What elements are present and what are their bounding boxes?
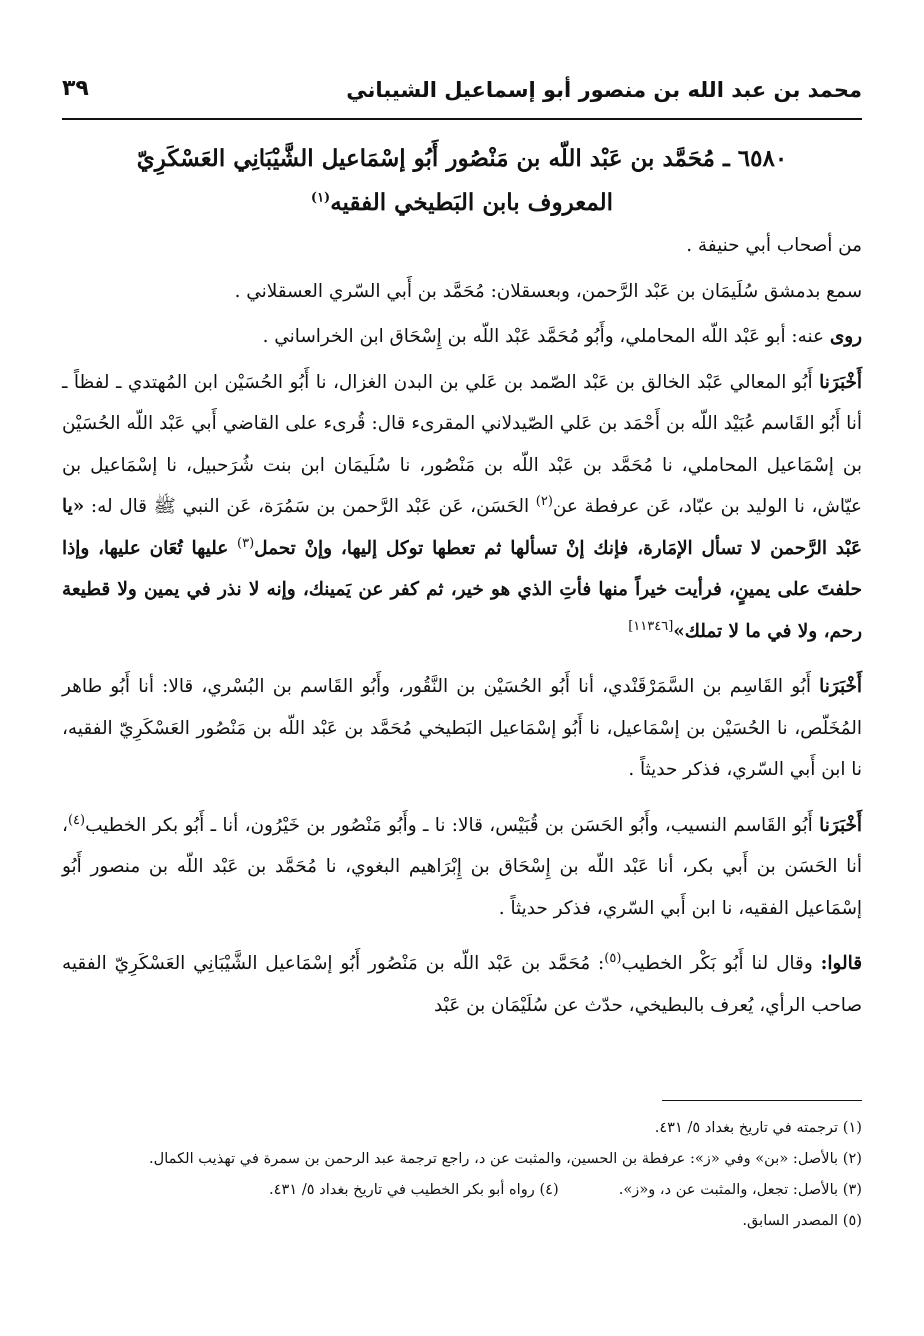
- paragraph-text: : مُحَمَّد بن عَبْد اللّه بن مَنْصُور أَبُو إسْمَاعيل الشَّيْبَانِي العَسْكَرِيّ الفقيه صاحب الرأي، يُعرف بالبطيخي، حدّث عن سُلَيْمَان بن عَبْد: [62, 953, 862, 1016]
- paragraph-teachers: سمع بدمشق سُلَيمَان بن عَبْد الرَّحمن، وبعسقلان: مُحَمَّد بن أَبي السّري العسقلاني .: [234, 280, 862, 302]
- paragraph-narrators: [62, 316, 862, 358]
- hadith-text: «يا عَبْد الرَّحمن لا تسأل الإمَارة، فإنك إنْ تسألها ثم تعطها توكل إليها، وإنْ تحمل: [62, 496, 862, 559]
- page-number: ٣٩: [62, 76, 89, 101]
- footnote-3: (٣) بالأصل: تجعل، والمثبت عن د، و«ز».: [618, 1181, 862, 1198]
- footnote-1: (١) ترجمته في تاريخ بغداد ٥/ ٤٣١.: [654, 1119, 862, 1136]
- footnote-marker-1: (١): [310, 190, 331, 206]
- footnote-4: (٤) رواه أبو بكر الخطيب في تاريخ بغداد ٥/ ٤٣١.: [269, 1181, 559, 1198]
- running-title: محمد بن عبد الله بن منصور أبو إسماعيل الشيباني: [346, 78, 862, 102]
- footnote-marker-4: (٤): [67, 812, 86, 828]
- footnote-marker-3: (٣): [237, 535, 255, 551]
- entry-title-line-1: ٦٥٨٠ ـ مُحَمَّد بن عَبْد اللّه بن مَنْصُور أَبُو إسْمَاعيل الشَّيْبَانِي العَسْكَرِيّ: [136, 145, 788, 172]
- footnote-rule: [662, 1100, 862, 1101]
- paragraph-text: وقال لنا أَبُو بَكْر الخطيب: [621, 953, 821, 974]
- entry-title-line-2: [62, 181, 862, 225]
- paragraph-third-chain: [62, 805, 862, 930]
- paragraph-second-chain: [62, 666, 862, 791]
- footnote-row: [62, 1174, 862, 1205]
- paragraph-text: ، أنا الحَسَن بن أَبي بكر، أنا عَبْد اللّه بن إِسْحَاق بن إِبْرَاهيم البغوي، نا مُحَمَّد بن عَبْد اللّه بن منصور أَبُو إسْمَاعيل الفقيه، نا ابن أَبي السّري، فذكر حديثاً .: [62, 814, 862, 919]
- footnotes: [62, 1112, 862, 1236]
- paragraph-school: من أصحاب أبي حنيفة .: [686, 235, 862, 256]
- paragraph-text: الحَسَن، عَن عَبْد الرَّحمن بن سَمُرَة، عَن النبي ﷺ قال له:: [84, 496, 536, 517]
- paragraph-text: أَبُو القَاسم النسيب، وأَبُو الحَسَن بن قُبَيْس، قالا: نا ـ وأَبُو مَنْصُور بن خَيْرُون، أنا ـ أَبُو بكر الخطيب: [85, 814, 820, 836]
- footnote-2: (٢) بالأصل: «بن» وفي «ز»: عرفطة بن الحسين، والمثبت عن د، راجع ترجمة عبد الرحمن بن سمرة في تهذيب الكمال.: [148, 1150, 862, 1167]
- paragraph-khatib-quote: [62, 943, 862, 1026]
- page-header: [62, 74, 862, 114]
- keyword-akhbarana: أَخْبَرَنا: [819, 676, 862, 697]
- paragraph-text: عنه: أبو عَبْد اللّه المحاملي، وأَبُو مُحَمَّد عَبْد اللّه بن إِسْحَاق ابن الخراساني .: [262, 326, 830, 347]
- paragraph-text: أَبُو المعالي عَبْد الخالق بن عَبْد الصّمد بن عَلي بن البدن الغزال، نا أَبُو الحُسَيْن ابن المُهتدي ـ لفظاً ـ أنا أَبُو القَاسم عُبَيْد اللّه بن أَحْمَد بن عَلي الصّيدلاني المقرىء قال: قُرىء على القاضي أَبي عَبْد اللّه الحُسَيْن بن إسْمَاعيل المحاملي، نا مُحَمَّد بن عَبْد اللّه بن مَنْصُور، نا سُلَيمَان ابن بنت شُرَحبيل، نا إسْمَاعيل بن عيّاش، نا الوليد بن عبّاد، عَن عرفطة عن: [62, 371, 862, 517]
- paragraph-hadith-chain: [62, 362, 862, 653]
- entry-title-text: المعروف بابن البَطيخي الفقيه: [330, 189, 614, 216]
- keyword-akhbarana: أَخْبَرَنا: [819, 814, 862, 836]
- header-rule: [62, 118, 862, 120]
- keyword-rawa: روى: [829, 326, 862, 347]
- keyword-akhbarana: أَخْبَرَنا: [819, 371, 862, 393]
- keyword-qalu: قالوا:: [820, 953, 862, 974]
- main-text: [62, 137, 862, 1040]
- footnote-5: (٥) المصدر السابق.: [742, 1212, 862, 1229]
- paragraph-text: أَبُو القَاسِم بن السَّمَرْقَنْدي، أنا أَبُو الحُسَيْن بن النَّقُور، وأَبُو القَاسم بن البُسْري، قالا: أنا أَبُو طاهر المُخَلّص، نا الحُسَيْن بن إسْمَاعيل، نا أَبُو إسْمَاعيل البَطيخي مُحَمَّد بن عَبْد اللّه بن مَنْصُور العَسْكَرِيّ الفقيه، نا ابن أَبي السّري، فذكر حديثاً .: [62, 676, 862, 780]
- footnote-marker-2: (٢): [535, 493, 553, 509]
- footnote-marker-5: (٥): [604, 950, 622, 966]
- entry-title: [62, 137, 862, 225]
- hadith-text: عليها تُعَان عليها، وإذا حلفتَ على يمينٍ، فرأيت خيراً منها فأتِ الذي هو خير، ثم كفر عن يَمينك، وإنه لا نذر في يمين ولا قطيعة رحم، ولا في ما لا تملك»: [62, 537, 863, 642]
- hadith-reference-number: [١١٣٤٦]: [628, 618, 674, 634]
